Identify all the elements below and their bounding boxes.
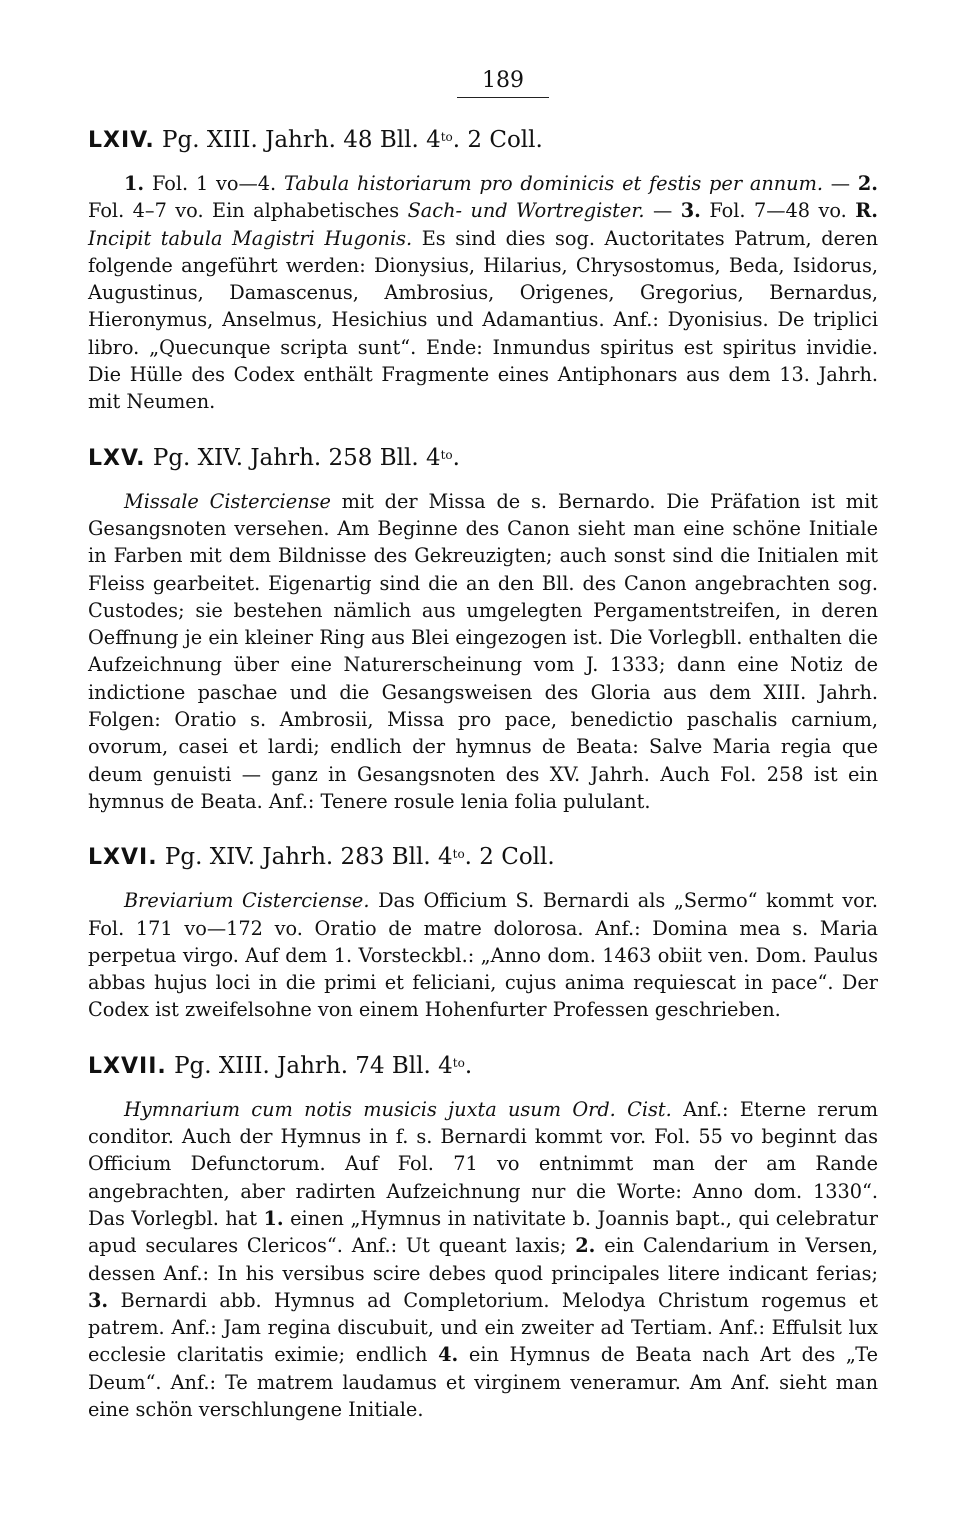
entry-numeral: LXIV. <box>88 128 155 153</box>
page-number: 189 <box>482 68 524 93</box>
entry-description <box>88 488 878 816</box>
entry-heading-text: Pg. XIV. Jahrh. 258 Bll. 4 <box>152 444 441 471</box>
text-run: — <box>644 199 681 223</box>
entry-description: 1. Fol. 1 vo—4. Tabula historiarum pro dominicis et festis per annum. — 2. Fol. 4–7 vo. Ein alphabetisches Sach- und Wortregister. — 3. Fol. 7—48 vo. R. Incipit tabula Magistri Hugonis. Es sind dies sog. Auctoritates Patrum, deren folgende angeführt werden: Dionysius, Hilarius, Chrysostomus, Beda, Isidorus, Augustinus, Damascenus, Ambrosius, Origenes, Gregorius, Bernardus, Hieronymus, Anselmus, Hesichius und Adamantius. Anf.: Dyonisius. De triplici libro. „Quecunque scripta sunt“. Ende: Inmundus spiritus est spiritus invidie. Die Hülle des Codex enthält Fragmente eines Antiphonars aus dem 13. Jahrh. mit Neumen. <box>88 172 878 414</box>
italic-title: Missale Cisterciense <box>124 489 331 513</box>
text-run: ein Hymnus de Beata nach Art des „Te Deum“. Anf.: Te matrem laudamus et virginem veneramur. Am Anf. sieht man eine schön verschlungene Initiale. <box>88 1343 879 1421</box>
entry-lxv <box>88 444 878 816</box>
format-superscript: to <box>440 130 453 144</box>
entry-heading-tail: . <box>464 1052 473 1079</box>
entry-heading-text: Pg. XIII. Jahrh. 74 Bll. 4 <box>174 1052 453 1079</box>
entry-heading-tail: . <box>452 444 460 471</box>
format-superscript: to <box>440 447 453 462</box>
item-number: 2. <box>857 172 878 195</box>
text-run: Es sind dies sog. Auctoritates Patrum, deren folgende angeführt werden: Dionysius, Hilarius, Chrysostomus, Beda, Isidorus, Augustinus, Damascenus, Ambrosius, Origenes, Gregorius, Bernardus, Hieronymus, Anselmus, Hesichius und Adamantius. Anf.: Dyonisius. De triplici libro. „Quecunque scripta sunt“. Ende: Inmundus spiritus est spiritus invidie. Die Hülle des Codex enthält Fragmente eines Antiphonars aus dem 13. Jahrh. mit Neumen. <box>88 226 878 414</box>
entry-heading-tail: . 2 Coll. <box>464 844 555 871</box>
text-run: Fol. 1 vo—4. <box>151 172 284 195</box>
entry-description <box>88 1096 878 1424</box>
italic-title: Hymnarium cum notis musicis juxta usum Ord. Cist. <box>124 1097 672 1121</box>
entry-lxiv <box>88 126 878 416</box>
text-run: Fol. 7—48 vo. <box>700 199 856 223</box>
rubric-marker: R. <box>855 199 878 223</box>
entry-heading <box>88 1052 878 1081</box>
entry-heading <box>88 126 878 155</box>
item-number: 1. <box>263 1206 284 1230</box>
item-number: 3. <box>88 1288 109 1312</box>
text-run: Fol. 4–7 vo. Ein alphabetisches <box>88 199 408 223</box>
italic-title: Incipit tabula Magistri Hugonis. <box>88 226 413 250</box>
italic-title: Breviarium Cisterciense. <box>124 889 370 913</box>
entry-description <box>88 887 878 1023</box>
entry-heading-text: Pg. XIII. Jahrh. 48 Bll. 4 <box>162 127 441 153</box>
text-run: — <box>822 172 858 195</box>
entry-lxvii <box>88 1052 878 1424</box>
text-run: mit der Missa de s. Bernardo. Die Präfation ist mit Gesangsnoten versehen. Am Beginne des Canon sieht man eine schöne Initiale in Farben mit dem Bildnisse des Gekreuzigten; auch sonst sind die Initialen mit Fleiss gearbeitet. Eigenartig sind die an den Bll. des Canon angebrachten sog. Custodes; sie bestehen nämlich aus umgelegten Pergamentstreifen, in deren Oeffnung je ein kleiner Ring aus Blei eingezogen ist. Die Vorlegbll. enthalten die Aufzeichnung über eine Naturerscheinung vom J. 1333; dann eine Notiz de indictione paschae und die Gesangsweisen des Gloria aus dem XIII. Jahrh. Folgen: Oratio s. Ambrosii, Missa pro pace, benedictio paschalis carnium, ovorum, casei et lardi; endlich der hymnus de Beata: Salve Maria regia que deum genuisti — ganz in Gesangsnoten des XV. Jahrh. Auch Fol. 258 ist ein hymnus de Beata. Anf.: Tenere rosule lenia folia pululant. <box>88 489 878 813</box>
entry-heading <box>88 843 878 872</box>
item-number: 4. <box>438 1343 459 1367</box>
document-page <box>88 68 878 1423</box>
entry-heading <box>88 444 878 473</box>
text-run: ein Calendarium in Versen, dessen Anf.: In his versibus scire debes quod principales litere indicant ferias; <box>88 1234 878 1285</box>
item-number: 3. <box>680 199 701 223</box>
page-number-rule <box>457 97 549 98</box>
italic-title: Tabula historiarum pro dominicis et festis per annum. <box>283 172 823 195</box>
entry-numeral: LXV. <box>88 445 146 471</box>
text-run: Bernardi abb. Hymnus ad Completorium. Melodya Christum rogemus et patrem. Anf.: Jam regina discubuit, und ein zweiter ad Tertiam. Anf.: Effulsit lux ecclesie claritatis eximie; endlich <box>88 1288 878 1367</box>
entry-heading-text: Pg. XIV. Jahrh. 283 Bll. 4 <box>164 844 453 871</box>
format-superscript: to <box>452 1055 465 1070</box>
item-number: 2. <box>575 1234 596 1258</box>
text-run: Das Officium S. Bernardi als „Sermo“ kommt vor. Fol. 171 vo—172 vo. Oratio de matre dolorosa. Anf.: Domina mea s. Maria perpetua virgo. Auf dem 1. Vorsteckbl.: „Anno dom. 1463 obiit ven. Dom. Paulus abbas hujus loci in die primi et feliciani, cujus anima requiescat in pace“. Der Codex ist zweifelsohne von einem Hohenfurter Professen geschrieben. <box>88 889 879 1022</box>
text-run: einen „Hymnus in nativitate b. Joannis bapt., qui celebratur apud seculares Clericos“. Anf.: Ut queant laxis; <box>88 1206 878 1258</box>
entry-numeral: LXVI. <box>88 845 158 871</box>
italic-title: Sach- und Wortregister. <box>407 199 645 223</box>
text-run: Anf.: Eterne rerum conditor. Auch der Hymnus in f. s. Bernardi kommt vor. Fol. 55 vo beginnt das Officium Defunctorum. Auf Fol. 71 vo entnimmt man der am Rande angebrachten, aber radirten Aufzeichnung nur die Worte: Anno dom. 1330“. Das Vorlegbl. hat <box>88 1097 878 1230</box>
entry-lxvi <box>88 843 878 1023</box>
entry-heading-tail: . 2 Coll. <box>452 127 543 153</box>
format-superscript: to <box>452 847 465 862</box>
entry-numeral: LXVII. <box>88 1053 167 1079</box>
